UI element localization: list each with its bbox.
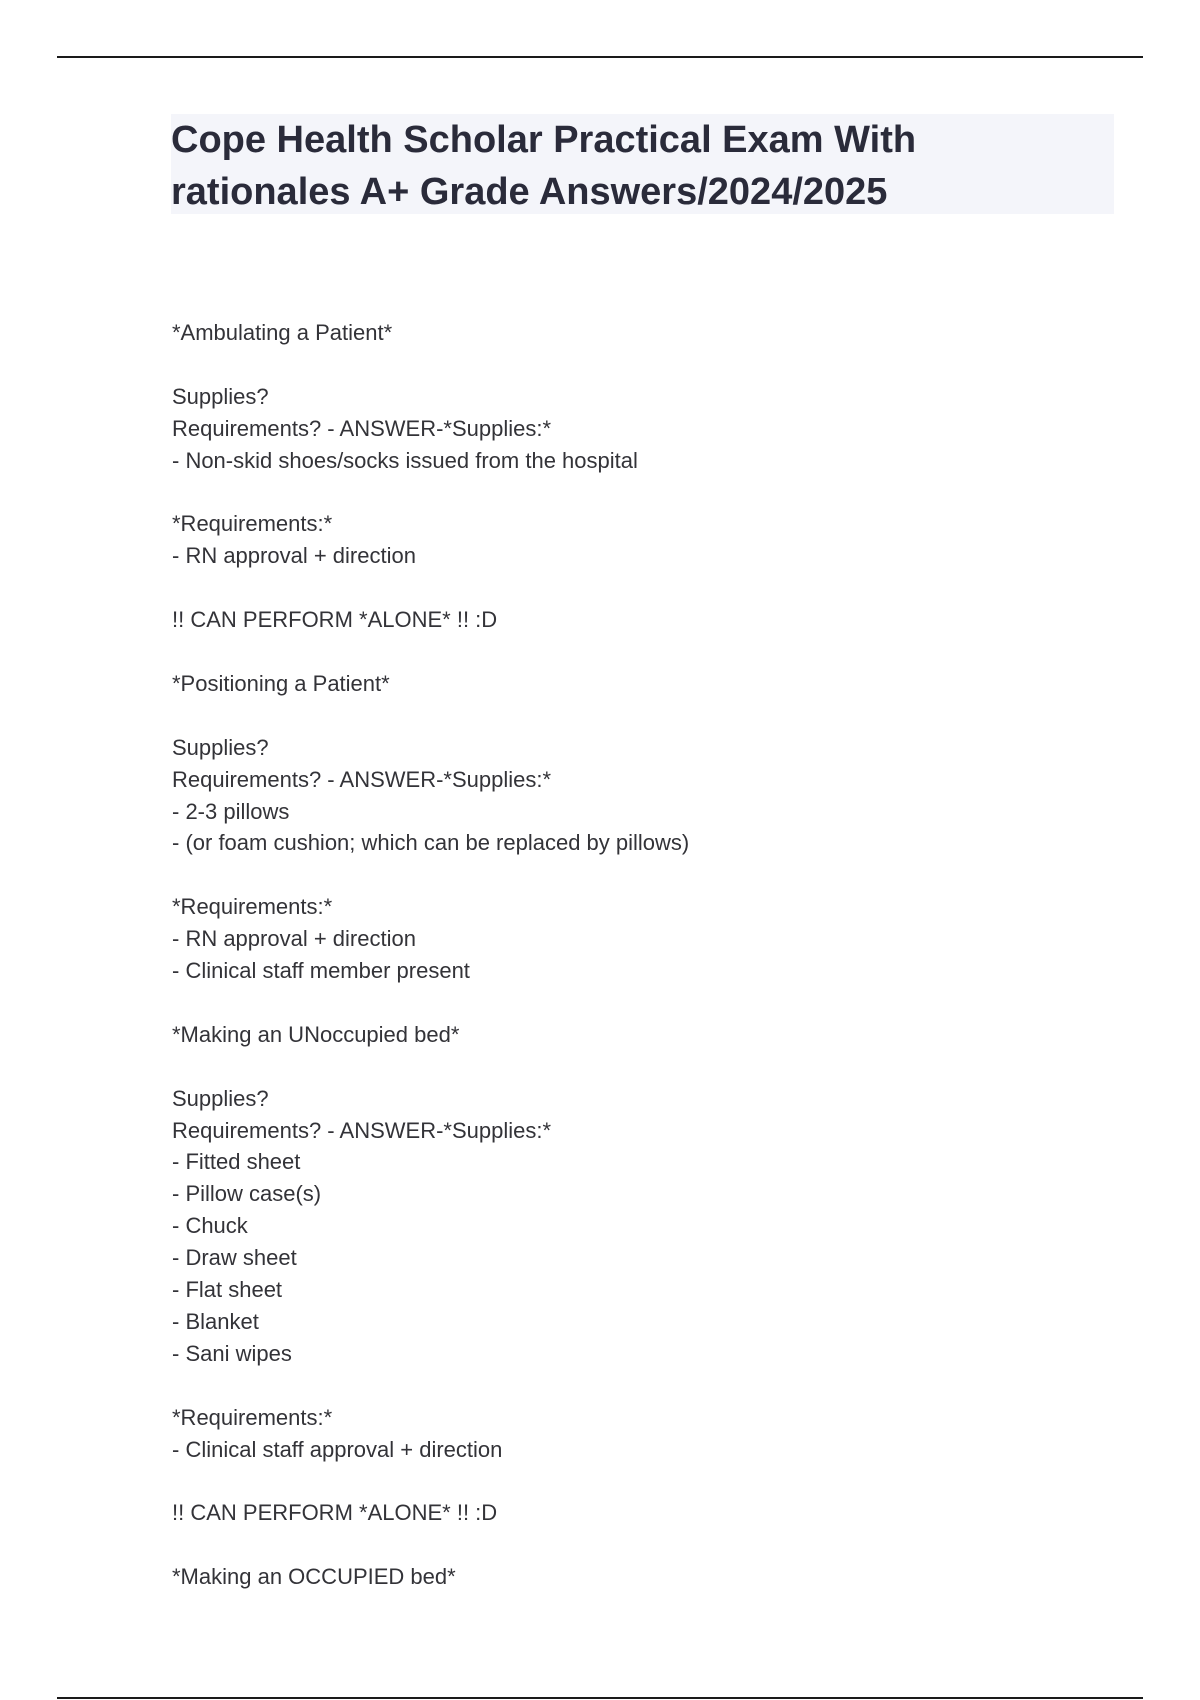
text-line: !! CAN PERFORM *ALONE* !! :D [172,1500,498,1526]
blank-line [172,1529,1112,1561]
text-line: Supplies? [172,1085,269,1111]
text-line: - Draw sheet [172,1245,297,1271]
blank-line [172,1465,1112,1497]
text-line: - Blanket [172,1308,259,1334]
text-line: - Flat sheet [172,1277,283,1303]
text-line: *Requirements:* [172,1404,333,1430]
text-line: - Fitted sheet [172,1149,301,1175]
text-line: - Chuck [172,1213,248,1239]
text-line: *Positioning a Patient* [172,670,390,696]
text-line: - Pillow case(s) [172,1181,322,1207]
document-body [172,317,1112,1593]
text-line: Supplies? [172,734,269,760]
text-line: Supplies? [172,383,269,409]
text-line: *Making an UNoccupied bed* [172,1021,460,1047]
text-line: - Non-skid shoes/socks issued from the hospital [172,447,638,473]
document-title [171,114,1114,218]
title-block [171,114,1114,214]
title-line-2: rationales A+ Grade Answers/2024/2025 [171,171,888,213]
text-line: - RN approval + direction [172,926,416,952]
text-line: - Clinical staff approval + direction [172,1436,503,1462]
text-line: Requirements? - ANSWER-*Supplies:* [172,1117,552,1143]
text-line: *Requirements:* [172,894,333,920]
text-line: - 2-3 pillows [172,798,290,824]
blank-line [172,636,1112,668]
blank-line [172,1051,1112,1083]
text-line: - RN approval + direction [172,543,416,569]
text-line: Requirements? - ANSWER-*Supplies:* [172,415,552,441]
text-line: !! CAN PERFORM *ALONE* !! :D [172,607,498,633]
blank-line [172,700,1112,732]
text-line: - Clinical staff member present [172,958,470,984]
blank-line [172,572,1112,604]
blank-line [172,1370,1112,1402]
text-line: Requirements? - ANSWER-*Supplies:* [172,766,552,792]
top-rule [57,56,1143,58]
blank-line [172,349,1112,381]
text-line: *Ambulating a Patient* [172,320,393,345]
bottom-rule [57,1697,1143,1699]
text-line: *Making an OCCUPIED bed* [172,1564,456,1590]
text-line: - (or foam cushion; which can be replaced by pillows) [172,830,690,856]
blank-line [172,477,1112,509]
blank-line [172,859,1112,891]
blank-line [172,987,1112,1019]
title-line-1: Cope Health Scholar Practical Exam With [171,119,917,161]
text-line: *Requirements:* [172,511,333,537]
text-line: - Sani wipes [172,1340,292,1366]
